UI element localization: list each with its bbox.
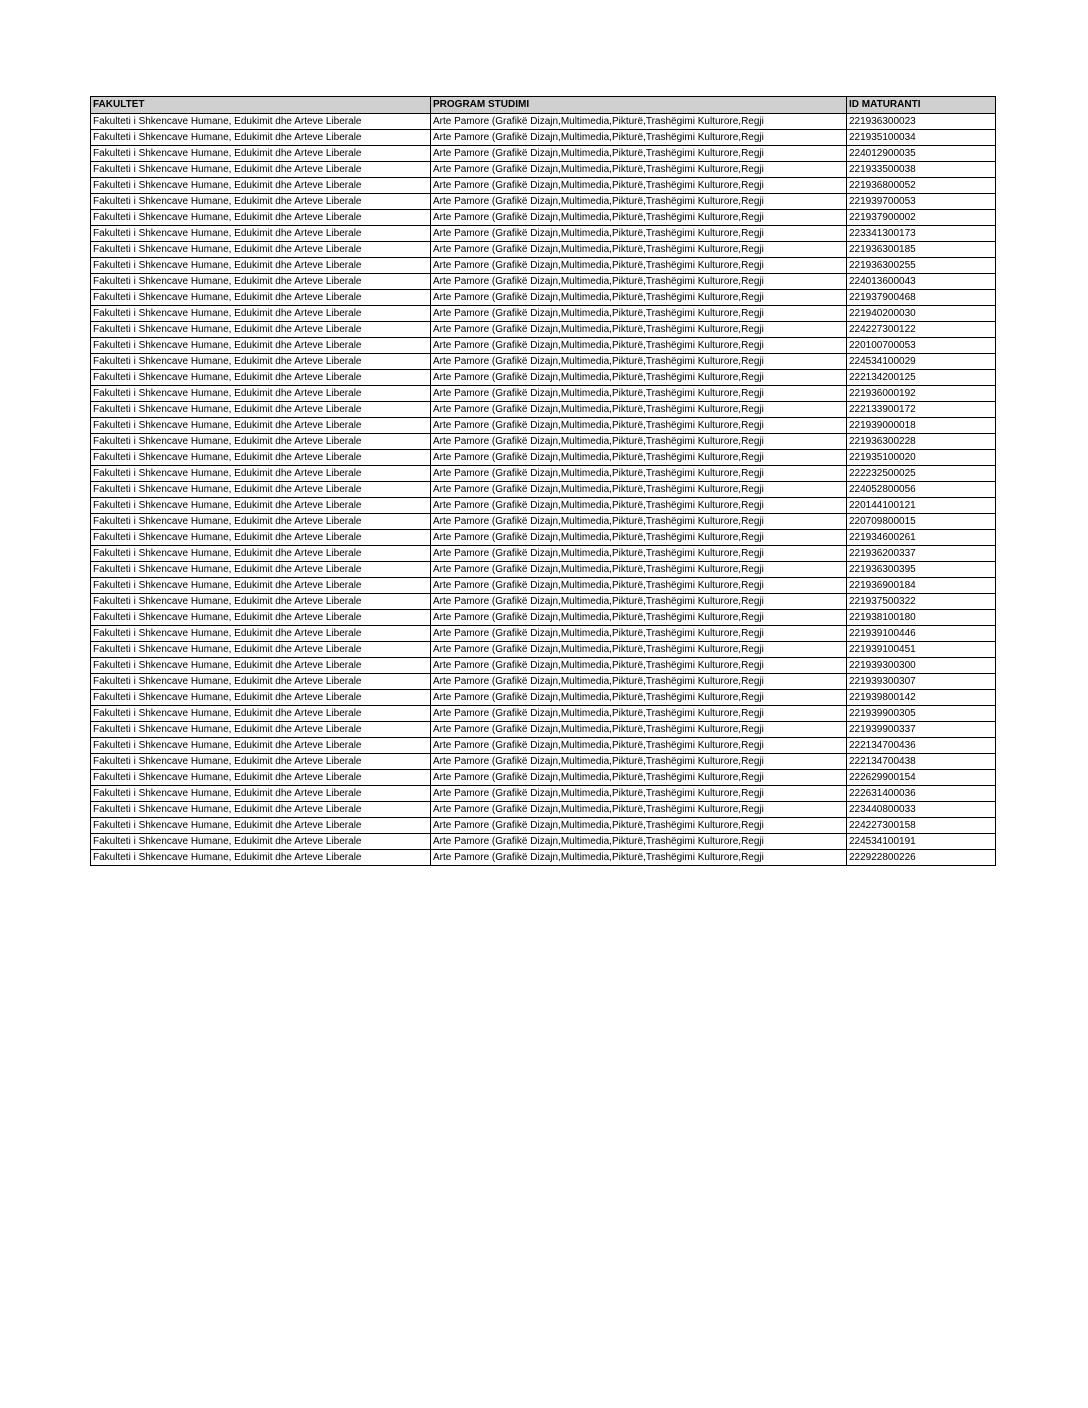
faculty-cell: Fakulteti i Shkencave Humane, Edukimit dhe Arteve Liberale (91, 178, 431, 194)
program-cell: Arte Pamore (Grafikë Dizajn,Multimedia,Pikturë,Trashëgimi Kulturore,Regji (431, 146, 847, 162)
program-cell: Arte Pamore (Grafikë Dizajn,Multimedia,Pikturë,Trashëgimi Kulturore,Regji (431, 178, 847, 194)
faculty-cell: Fakulteti i Shkencave Humane, Edukimit dhe Arteve Liberale (91, 802, 431, 818)
faculty-cell: Fakulteti i Shkencave Humane, Edukimit dhe Arteve Liberale (91, 722, 431, 738)
faculty-cell: Fakulteti i Shkencave Humane, Edukimit dhe Arteve Liberale (91, 642, 431, 658)
faculty-cell: Fakulteti i Shkencave Humane, Edukimit dhe Arteve Liberale (91, 610, 431, 626)
faculty-cell: Fakulteti i Shkencave Humane, Edukimit dhe Arteve Liberale (91, 370, 431, 386)
program-cell: Arte Pamore (Grafikë Dizajn,Multimedia,Pikturë,Trashëgimi Kulturore,Regji (431, 386, 847, 402)
faculty-cell: Fakulteti i Shkencave Humane, Edukimit dhe Arteve Liberale (91, 130, 431, 146)
student-id-cell: 221933500038 (847, 162, 996, 178)
faculty-cell: Fakulteti i Shkencave Humane, Edukimit dhe Arteve Liberale (91, 786, 431, 802)
table-row (91, 546, 996, 562)
program-cell: Arte Pamore (Grafikë Dizajn,Multimedia,Pikturë,Trashëgimi Kulturore,Regji (431, 642, 847, 658)
table-body (91, 114, 996, 866)
program-cell: Arte Pamore (Grafikë Dizajn,Multimedia,Pikturë,Trashëgimi Kulturore,Regji (431, 850, 847, 866)
program-cell: Arte Pamore (Grafikë Dizajn,Multimedia,Pikturë,Trashëgimi Kulturore,Regji (431, 674, 847, 690)
program-cell: Arte Pamore (Grafikë Dizajn,Multimedia,Pikturë,Trashëgimi Kulturore,Regji (431, 114, 847, 130)
student-id-cell: 221939100446 (847, 626, 996, 642)
table-row (91, 754, 996, 770)
table-header (91, 97, 996, 114)
table-row (91, 642, 996, 658)
table-row (91, 178, 996, 194)
program-cell: Arte Pamore (Grafikë Dizajn,Multimedia,Pikturë,Trashëgimi Kulturore,Regji (431, 162, 847, 178)
table-row (91, 530, 996, 546)
table-row (91, 658, 996, 674)
student-id-cell: 224227300158 (847, 818, 996, 834)
table-row (91, 194, 996, 210)
program-cell: Arte Pamore (Grafikë Dizajn,Multimedia,Pikturë,Trashëgimi Kulturore,Regji (431, 546, 847, 562)
table-row (91, 370, 996, 386)
faculty-cell: Fakulteti i Shkencave Humane, Edukimit dhe Arteve Liberale (91, 450, 431, 466)
table-row (91, 514, 996, 530)
student-id-cell: 221936900184 (847, 578, 996, 594)
student-id-cell: 221934600261 (847, 530, 996, 546)
program-cell: Arte Pamore (Grafikë Dizajn,Multimedia,Pikturë,Trashëgimi Kulturore,Regji (431, 434, 847, 450)
table-row (91, 850, 996, 866)
faculty-cell: Fakulteti i Shkencave Humane, Edukimit dhe Arteve Liberale (91, 530, 431, 546)
faculty-cell: Fakulteti i Shkencave Humane, Edukimit dhe Arteve Liberale (91, 386, 431, 402)
faculty-cell: Fakulteti i Shkencave Humane, Edukimit dhe Arteve Liberale (91, 482, 431, 498)
program-cell: Arte Pamore (Grafikë Dizajn,Multimedia,Pikturë,Trashëgimi Kulturore,Regji (431, 738, 847, 754)
faculty-cell: Fakulteti i Shkencave Humane, Edukimit dhe Arteve Liberale (91, 498, 431, 514)
student-id-cell: 221939100451 (847, 642, 996, 658)
student-id-cell: 221936300395 (847, 562, 996, 578)
program-cell: Arte Pamore (Grafikë Dizajn,Multimedia,Pikturë,Trashëgimi Kulturore,Regji (431, 530, 847, 546)
student-id-cell: 222133900172 (847, 402, 996, 418)
faculty-cell: Fakulteti i Shkencave Humane, Edukimit dhe Arteve Liberale (91, 754, 431, 770)
faculty-cell: Fakulteti i Shkencave Humane, Edukimit dhe Arteve Liberale (91, 770, 431, 786)
faculty-cell: Fakulteti i Shkencave Humane, Edukimit dhe Arteve Liberale (91, 658, 431, 674)
table-row (91, 114, 996, 130)
faculty-cell: Fakulteti i Shkencave Humane, Edukimit dhe Arteve Liberale (91, 354, 431, 370)
program-cell: Arte Pamore (Grafikë Dizajn,Multimedia,Pikturë,Trashëgimi Kulturore,Regji (431, 706, 847, 722)
table-row (91, 290, 996, 306)
faculty-cell: Fakulteti i Shkencave Humane, Edukimit dhe Arteve Liberale (91, 818, 431, 834)
program-cell: Arte Pamore (Grafikë Dizajn,Multimedia,Pikturë,Trashëgimi Kulturore,Regji (431, 402, 847, 418)
student-id-cell: 221938100180 (847, 610, 996, 626)
student-id-cell: 221939700053 (847, 194, 996, 210)
faculty-cell: Fakulteti i Shkencave Humane, Edukimit dhe Arteve Liberale (91, 738, 431, 754)
program-cell: Arte Pamore (Grafikë Dizajn,Multimedia,Pikturë,Trashëgimi Kulturore,Regji (431, 626, 847, 642)
table-row (91, 594, 996, 610)
faculty-cell: Fakulteti i Shkencave Humane, Edukimit dhe Arteve Liberale (91, 194, 431, 210)
student-id-cell: 221936800052 (847, 178, 996, 194)
student-id-cell: 221936300228 (847, 434, 996, 450)
student-id-cell: 221939000018 (847, 418, 996, 434)
student-id-cell: 224227300122 (847, 322, 996, 338)
table-row (91, 674, 996, 690)
table-row (91, 306, 996, 322)
faculty-cell: Fakulteti i Shkencave Humane, Edukimit dhe Arteve Liberale (91, 274, 431, 290)
table-row (91, 242, 996, 258)
student-id-cell: 221939300300 (847, 658, 996, 674)
student-id-cell: 222629900154 (847, 770, 996, 786)
program-cell: Arte Pamore (Grafikë Dizajn,Multimedia,Pikturë,Trashëgimi Kulturore,Regji (431, 498, 847, 514)
faculty-cell: Fakulteti i Shkencave Humane, Edukimit dhe Arteve Liberale (91, 562, 431, 578)
student-id-cell: 221936200337 (847, 546, 996, 562)
table-row (91, 738, 996, 754)
program-cell: Arte Pamore (Grafikë Dizajn,Multimedia,Pikturë,Trashëgimi Kulturore,Regji (431, 818, 847, 834)
program-cell: Arte Pamore (Grafikë Dizajn,Multimedia,Pikturë,Trashëgimi Kulturore,Regji (431, 578, 847, 594)
faculty-cell: Fakulteti i Shkencave Humane, Edukimit dhe Arteve Liberale (91, 402, 431, 418)
student-id-cell: 221935100034 (847, 130, 996, 146)
student-id-cell: 221936300255 (847, 258, 996, 274)
student-id-cell: 222134200125 (847, 370, 996, 386)
program-cell: Arte Pamore (Grafikë Dizajn,Multimedia,Pikturë,Trashëgimi Kulturore,Regji (431, 258, 847, 274)
faculty-cell: Fakulteti i Shkencave Humane, Edukimit dhe Arteve Liberale (91, 546, 431, 562)
program-cell: Arte Pamore (Grafikë Dizajn,Multimedia,Pikturë,Trashëgimi Kulturore,Regji (431, 562, 847, 578)
table-row (91, 562, 996, 578)
program-cell: Arte Pamore (Grafikë Dizajn,Multimedia,Pikturë,Trashëgimi Kulturore,Regji (431, 338, 847, 354)
program-cell: Arte Pamore (Grafikë Dizajn,Multimedia,Pikturë,Trashëgimi Kulturore,Regji (431, 514, 847, 530)
faculty-cell: Fakulteti i Shkencave Humane, Edukimit dhe Arteve Liberale (91, 578, 431, 594)
table-row (91, 786, 996, 802)
program-cell: Arte Pamore (Grafikë Dizajn,Multimedia,Pikturë,Trashëgimi Kulturore,Regji (431, 786, 847, 802)
student-id-cell: 221936300185 (847, 242, 996, 258)
program-cell: Arte Pamore (Grafikë Dizajn,Multimedia,Pikturë,Trashëgimi Kulturore,Regji (431, 834, 847, 850)
faculty-cell: Fakulteti i Shkencave Humane, Edukimit dhe Arteve Liberale (91, 210, 431, 226)
faculty-cell: Fakulteti i Shkencave Humane, Edukimit dhe Arteve Liberale (91, 626, 431, 642)
program-cell: Arte Pamore (Grafikë Dizajn,Multimedia,Pikturë,Trashëgimi Kulturore,Regji (431, 194, 847, 210)
faculty-cell: Fakulteti i Shkencave Humane, Edukimit dhe Arteve Liberale (91, 434, 431, 450)
student-id-cell: 224012900035 (847, 146, 996, 162)
student-id-cell: 221939800142 (847, 690, 996, 706)
student-id-cell: 223341300173 (847, 226, 996, 242)
program-cell: Arte Pamore (Grafikë Dizajn,Multimedia,Pikturë,Trashëgimi Kulturore,Regji (431, 610, 847, 626)
faculty-cell: Fakulteti i Shkencave Humane, Edukimit dhe Arteve Liberale (91, 706, 431, 722)
table-row (91, 386, 996, 402)
student-id-cell: 221939900305 (847, 706, 996, 722)
table-row (91, 130, 996, 146)
faculty-cell: Fakulteti i Shkencave Humane, Edukimit dhe Arteve Liberale (91, 258, 431, 274)
student-id-cell: 222232500025 (847, 466, 996, 482)
table-row (91, 354, 996, 370)
student-id-cell: 222631400036 (847, 786, 996, 802)
program-cell: Arte Pamore (Grafikë Dizajn,Multimedia,Pikturë,Trashëgimi Kulturore,Regji (431, 210, 847, 226)
faculty-cell: Fakulteti i Shkencave Humane, Edukimit dhe Arteve Liberale (91, 162, 431, 178)
student-id-cell: 224534100029 (847, 354, 996, 370)
table-row (91, 498, 996, 514)
program-cell: Arte Pamore (Grafikë Dizajn,Multimedia,Pikturë,Trashëgimi Kulturore,Regji (431, 226, 847, 242)
student-id-cell: 223440800033 (847, 802, 996, 818)
table-row (91, 626, 996, 642)
student-id-cell: 222134700438 (847, 754, 996, 770)
student-id-cell: 220144100121 (847, 498, 996, 514)
faculty-cell: Fakulteti i Shkencave Humane, Edukimit dhe Arteve Liberale (91, 322, 431, 338)
table-row (91, 482, 996, 498)
faculty-cell: Fakulteti i Shkencave Humane, Edukimit dhe Arteve Liberale (91, 850, 431, 866)
program-cell: Arte Pamore (Grafikë Dizajn,Multimedia,Pikturë,Trashëgimi Kulturore,Regji (431, 274, 847, 290)
student-id-cell: 221935100020 (847, 450, 996, 466)
faculty-cell: Fakulteti i Shkencave Humane, Edukimit dhe Arteve Liberale (91, 146, 431, 162)
program-cell: Arte Pamore (Grafikë Dizajn,Multimedia,Pikturë,Trashëgimi Kulturore,Regji (431, 290, 847, 306)
table-row (91, 578, 996, 594)
table-row (91, 706, 996, 722)
table-row (91, 466, 996, 482)
table-row (91, 338, 996, 354)
student-id-cell: 222922800226 (847, 850, 996, 866)
student-id-cell: 221937900002 (847, 210, 996, 226)
student-id-cell: 221936000192 (847, 386, 996, 402)
program-cell: Arte Pamore (Grafikë Dizajn,Multimedia,Pikturë,Trashëgimi Kulturore,Regji (431, 722, 847, 738)
program-cell: Arte Pamore (Grafikë Dizajn,Multimedia,Pikturë,Trashëgimi Kulturore,Regji (431, 242, 847, 258)
program-cell: Arte Pamore (Grafikë Dizajn,Multimedia,Pikturë,Trashëgimi Kulturore,Regji (431, 754, 847, 770)
program-cell: Arte Pamore (Grafikë Dizajn,Multimedia,Pikturë,Trashëgimi Kulturore,Regji (431, 306, 847, 322)
faculty-cell: Fakulteti i Shkencave Humane, Edukimit dhe Arteve Liberale (91, 290, 431, 306)
column-header-id-maturanti: ID MATURANTI (847, 97, 996, 114)
faculty-cell: Fakulteti i Shkencave Humane, Edukimit dhe Arteve Liberale (91, 674, 431, 690)
table-row (91, 322, 996, 338)
table-row (91, 274, 996, 290)
program-cell: Arte Pamore (Grafikë Dizajn,Multimedia,Pikturë,Trashëgimi Kulturore,Regji (431, 354, 847, 370)
table-row (91, 210, 996, 226)
student-id-cell: 220709800015 (847, 514, 996, 530)
program-cell: Arte Pamore (Grafikë Dizajn,Multimedia,Pikturë,Trashëgimi Kulturore,Regji (431, 418, 847, 434)
faculty-cell: Fakulteti i Shkencave Humane, Edukimit dhe Arteve Liberale (91, 242, 431, 258)
table-row (91, 434, 996, 450)
program-cell: Arte Pamore (Grafikë Dizajn,Multimedia,Pikturë,Trashëgimi Kulturore,Regji (431, 482, 847, 498)
program-cell: Arte Pamore (Grafikë Dizajn,Multimedia,Pikturë,Trashëgimi Kulturore,Regji (431, 658, 847, 674)
column-header-program-studimi: PROGRAM STUDIMI (431, 97, 847, 114)
program-cell: Arte Pamore (Grafikë Dizajn,Multimedia,Pikturë,Trashëgimi Kulturore,Regji (431, 322, 847, 338)
program-cell: Arte Pamore (Grafikë Dizajn,Multimedia,Pikturë,Trashëgimi Kulturore,Regji (431, 466, 847, 482)
student-id-cell: 224013600043 (847, 274, 996, 290)
table-row (91, 722, 996, 738)
table-row (91, 450, 996, 466)
column-header-fakultet: FAKULTET (91, 97, 431, 114)
student-id-cell: 222134700436 (847, 738, 996, 754)
faculty-cell: Fakulteti i Shkencave Humane, Edukimit dhe Arteve Liberale (91, 690, 431, 706)
table-row (91, 770, 996, 786)
faculty-cell: Fakulteti i Shkencave Humane, Edukimit dhe Arteve Liberale (91, 338, 431, 354)
header-row (91, 97, 996, 114)
program-cell: Arte Pamore (Grafikë Dizajn,Multimedia,Pikturë,Trashëgimi Kulturore,Regji (431, 690, 847, 706)
student-id-cell: 221937900468 (847, 290, 996, 306)
student-id-cell: 221939300307 (847, 674, 996, 690)
table-row (91, 146, 996, 162)
program-cell: Arte Pamore (Grafikë Dizajn,Multimedia,Pikturë,Trashëgimi Kulturore,Regji (431, 130, 847, 146)
faculty-cell: Fakulteti i Shkencave Humane, Edukimit dhe Arteve Liberale (91, 834, 431, 850)
program-cell: Arte Pamore (Grafikë Dizajn,Multimedia,Pikturë,Trashëgimi Kulturore,Regji (431, 450, 847, 466)
program-cell: Arte Pamore (Grafikë Dizajn,Multimedia,Pikturë,Trashëgimi Kulturore,Regji (431, 594, 847, 610)
faculty-cell: Fakulteti i Shkencave Humane, Edukimit dhe Arteve Liberale (91, 514, 431, 530)
student-id-cell: 221936300023 (847, 114, 996, 130)
student-id-cell: 221940200030 (847, 306, 996, 322)
student-table (90, 96, 996, 866)
faculty-cell: Fakulteti i Shkencave Humane, Edukimit dhe Arteve Liberale (91, 114, 431, 130)
faculty-cell: Fakulteti i Shkencave Humane, Edukimit dhe Arteve Liberale (91, 466, 431, 482)
faculty-cell: Fakulteti i Shkencave Humane, Edukimit dhe Arteve Liberale (91, 418, 431, 434)
faculty-cell: Fakulteti i Shkencave Humane, Edukimit dhe Arteve Liberale (91, 226, 431, 242)
table-row (91, 258, 996, 274)
student-id-cell: 220100700053 (847, 338, 996, 354)
table-row (91, 402, 996, 418)
faculty-cell: Fakulteti i Shkencave Humane, Edukimit dhe Arteve Liberale (91, 594, 431, 610)
student-id-cell: 221939900337 (847, 722, 996, 738)
program-cell: Arte Pamore (Grafikë Dizajn,Multimedia,Pikturë,Trashëgimi Kulturore,Regji (431, 370, 847, 386)
table-row (91, 226, 996, 242)
table-row (91, 418, 996, 434)
table-row (91, 610, 996, 626)
faculty-cell: Fakulteti i Shkencave Humane, Edukimit dhe Arteve Liberale (91, 306, 431, 322)
table-row (91, 162, 996, 178)
student-id-cell: 224534100191 (847, 834, 996, 850)
program-cell: Arte Pamore (Grafikë Dizajn,Multimedia,Pikturë,Trashëgimi Kulturore,Regji (431, 802, 847, 818)
table-row (91, 690, 996, 706)
table-row (91, 834, 996, 850)
table-row (91, 802, 996, 818)
student-id-cell: 221937500322 (847, 594, 996, 610)
student-id-cell: 224052800056 (847, 482, 996, 498)
table-row (91, 818, 996, 834)
program-cell: Arte Pamore (Grafikë Dizajn,Multimedia,Pikturë,Trashëgimi Kulturore,Regji (431, 770, 847, 786)
